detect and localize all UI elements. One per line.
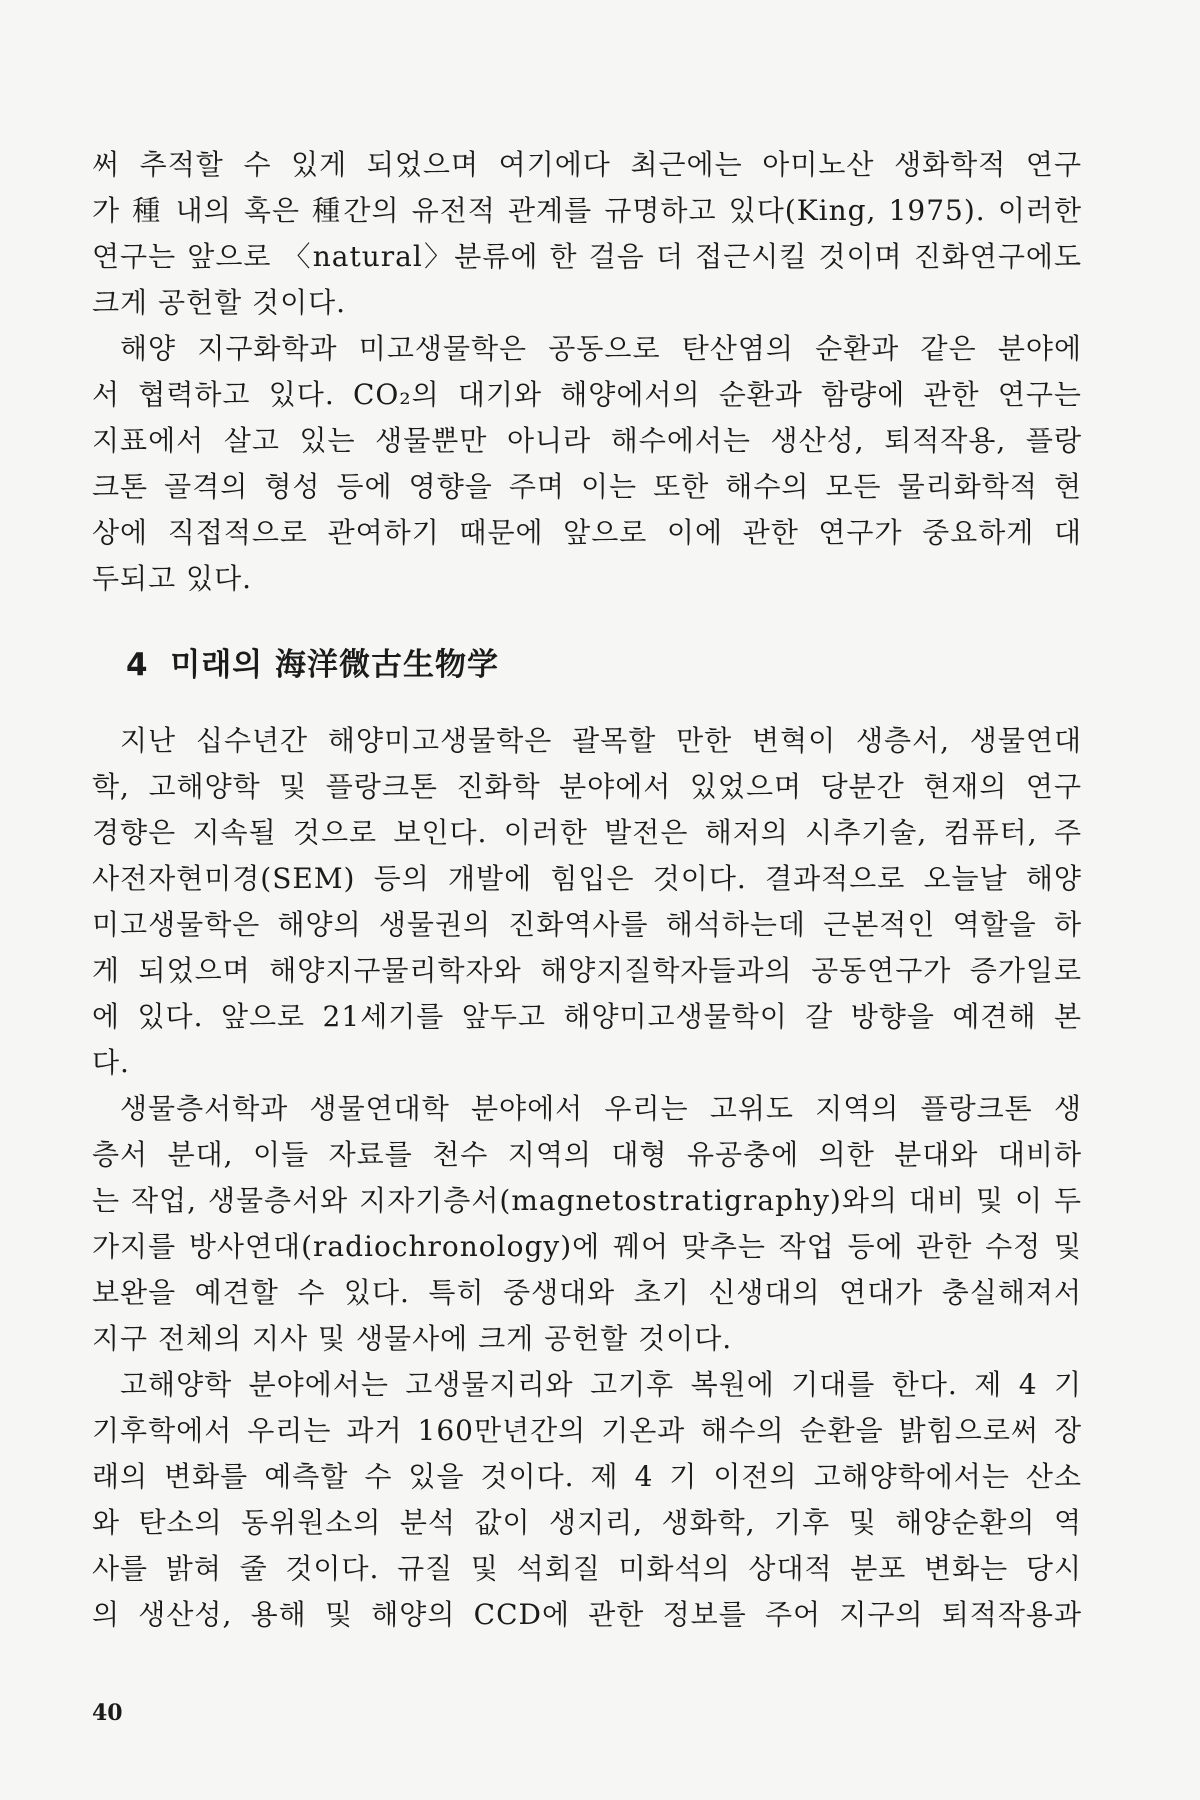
paragraph <box>92 142 1082 326</box>
paragraph <box>92 1086 1082 1362</box>
text-line: 층서 분대, 이들 자료를 천수 지역의 대형 유공충에 의한 분대와 대비하 <box>92 1138 1082 1171</box>
body-text <box>92 142 1082 1638</box>
text-line: 지구 전체의 지사 및 생물사에 크게 공헌할 것이다. <box>92 1322 733 1355</box>
text-line: 사를 밝혀 줄 것이다. 규질 및 석회질 미화석의 상대적 분포 변화는 당시 <box>92 1552 1082 1585</box>
section-number: 4 <box>126 647 149 683</box>
text-line: 고해양학 분야에서는 고생물지리와 고기후 복원에 기대를 한다. 제 4 기 <box>120 1368 1082 1401</box>
text-line: 학, 고해양학 및 플랑크톤 진화학 분야에서 있었으며 당분간 현재의 연구 <box>92 770 1082 803</box>
text-line: 는 작업, 생물층서와 지자기층서(magnetostratigraphy)와의 대비 및 이 두 <box>92 1184 1082 1217</box>
text-line: 에 있다. 앞으로 21세기를 앞두고 해양미고생물학이 갈 방향을 예견해 본 <box>92 1000 1082 1033</box>
text-line: 서 협력하고 있다. CO₂의 대기와 해양에서의 순환과 함량에 관한 연구는 <box>92 378 1082 411</box>
text-line: 보완을 예견할 수 있다. 특히 중생대와 초기 신생대의 연대가 충실해져서 <box>92 1276 1082 1309</box>
text-line: 의 생산성, 용해 및 해양의 CCD에 관한 정보를 주어 지구의 퇴적작용과 <box>92 1598 1082 1631</box>
text-line: 와 탄소의 동위원소의 분석 값이 생지리, 생화학, 기후 및 해양순환의 역 <box>92 1506 1082 1539</box>
text-line: 해양 지구화학과 미고생물학은 공동으로 탄산염의 순환과 같은 분야에 <box>120 332 1082 365</box>
text-line: 두되고 있다. <box>92 562 253 595</box>
section-title: 미래의 海洋微古生物学 <box>170 647 500 683</box>
paragraph <box>92 1362 1082 1638</box>
text-line: 지난 십수년간 해양미고생물학은 괄목할 만한 변혁이 생층서, 생물연대 <box>120 724 1082 757</box>
section-heading <box>92 642 1082 688</box>
text-line: 경향은 지속될 것으로 보인다. 이러한 발전은 해저의 시추기술, 컴퓨터, 주 <box>92 816 1082 849</box>
text-line: 게 되었으며 해양지구물리학자와 해양지질학자들과의 공동연구가 증가일로 <box>92 954 1082 987</box>
text-line: 미고생물학은 해양의 생물권의 진화역사를 해석하는데 근본적인 역할을 하 <box>92 908 1082 941</box>
page-number: 40 <box>92 1700 123 1726</box>
text-line: 상에 직접적으로 관여하기 때문에 앞으로 이에 관한 연구가 중요하게 대 <box>92 516 1082 549</box>
text-line: 생물층서학과 생물연대학 분야에서 우리는 고위도 지역의 플랑크톤 생 <box>120 1092 1082 1125</box>
text-line: 크톤 골격의 형성 등에 영향을 주며 이는 또한 해수의 모든 물리화학적 현 <box>92 470 1082 503</box>
text-line: 기후학에서 우리는 과거 160만년간의 기온과 해수의 순환을 밝힘으로써 장 <box>92 1414 1082 1447</box>
text-line: 가지를 방사연대(radiochronology)에 꿰어 맞추는 작업 등에 관한 수정 및 <box>92 1230 1082 1263</box>
paragraph <box>92 326 1082 602</box>
paragraph <box>92 718 1082 1086</box>
text-line: 써 추적할 수 있게 되었으며 여기에다 최근에는 아미노산 생화학적 연구 <box>92 148 1082 181</box>
text-line: 가 種 내의 혹은 種간의 유전적 관계를 규명하고 있다(King, 1975). 이러한 <box>92 194 1082 227</box>
text-line: 다. <box>92 1046 130 1079</box>
text-line: 지표에서 살고 있는 생물뿐만 아니라 해수에서는 생산성, 퇴적작용, 플랑 <box>92 424 1082 457</box>
text-line: 연구는 앞으로 〈natural〉분류에 한 걸음 더 접근시킬 것이며 진화연구에도 <box>92 240 1082 273</box>
text-line: 크게 공헌할 것이다. <box>92 286 347 319</box>
text-line: 사전자현미경(SEM) 등의 개발에 힘입은 것이다. 결과적으로 오늘날 해양 <box>92 862 1082 895</box>
text-line: 래의 변화를 예측할 수 있을 것이다. 제 4 기 이전의 고해양학에서는 산소 <box>92 1460 1082 1493</box>
